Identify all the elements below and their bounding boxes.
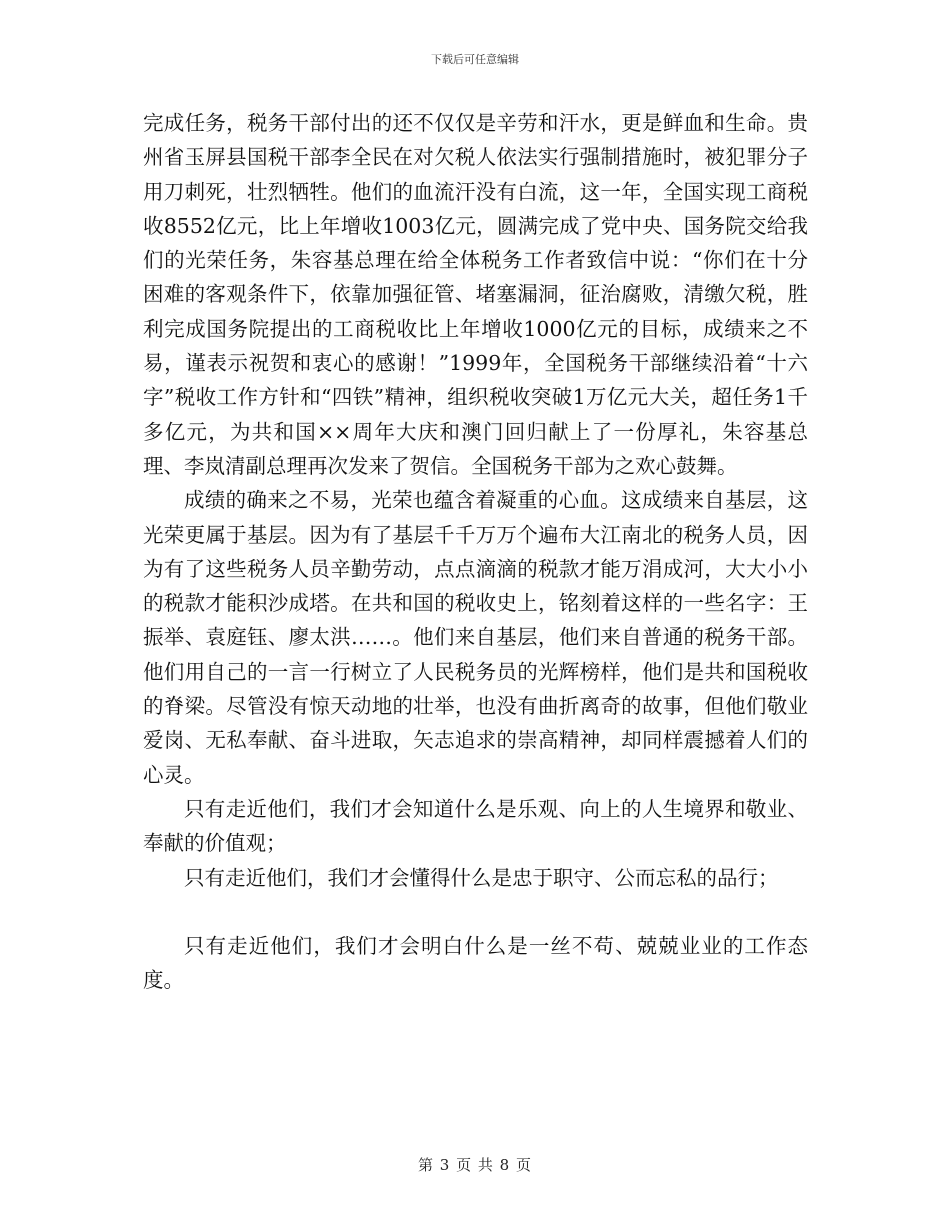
paragraph-approach-2: 只有走近他们，我们才会懂得什么是忠于职守、公而忘私的品行； [184,865,779,890]
document-body [143,106,808,997]
paragraph-continuation: 完成任务，税务干部付出的还不仅仅是辛劳和汗水，更是鲜血和生命。贵州省玉屏县国税干部李全民在对欠税人依法实行强制措施时，被犯罪分子用刀刺死，壮烈牺牲。他们的血流汗没有白流，这一年，全国实现工商税收8552亿元，比上年增收1003亿元，圆满完成了党中央、国务院交给我们的光荣任务，朱容基总理在给全体税务工作者致信中说：“你们在十分困难的客观条件下，依靠加强征管、堵塞漏洞，征治腐败，清缴欠税，胜利完成国务院提出的工商税收比上年增收1000亿元的目标，成绩来之不易，谨表示祝贺和衷心的感谢！”1999年，全国税务干部继续沿着“十六字”税收工作方针和“四铁”精神，组织税收突破1万亿元大关，超任务1千多亿元，为共和国××周年大庆和澳门回归献上了一份厚礼，朱容基总理、李岚清副总理再次发来了贺信。全国税务干部为之欢心鼓舞。 [143,111,808,478]
paragraph-approach-1: 只有走近他们，我们才会知道什么是乐观、向上的人生境界和敬业、奉献的价值观； [143,796,808,856]
page-header: 下载后可任意编辑 [431,53,519,66]
page-number-footer: 第 3 页 共 8 页 [418,1156,532,1174]
paragraph-approach-3: 只有走近他们，我们才会明白什么是一丝不苟、兢兢业业的工作态度。 [143,933,808,993]
paragraph-achievements: 成绩的确来之不易，光荣也蕴含着凝重的心血。这成绩来自基层，这光荣更属于基层。因为有了基层千千万万个遍布大江南北的税务人员，因为有了这些税务人员辛勤劳动，点点滴滴的税款才能万涓成河，大大小小的税款才能积沙成塔。在共和国的税收史上，铭刻着这样的一些名字：王振举、袁庭钰、廖太洪……。他们来自基层，他们来自普通的税务干部。他们用自己的一言一行树立了人民税务员的光辉榜样，他们是共和国税收的脊梁。尽管没有惊天动地的壮举，也没有曲折离奇的故事，但他们敬业爱岗、无私奉献、奋斗进取，矢志追求的崇高精神，却同样震撼着人们的心灵。 [143,488,808,787]
